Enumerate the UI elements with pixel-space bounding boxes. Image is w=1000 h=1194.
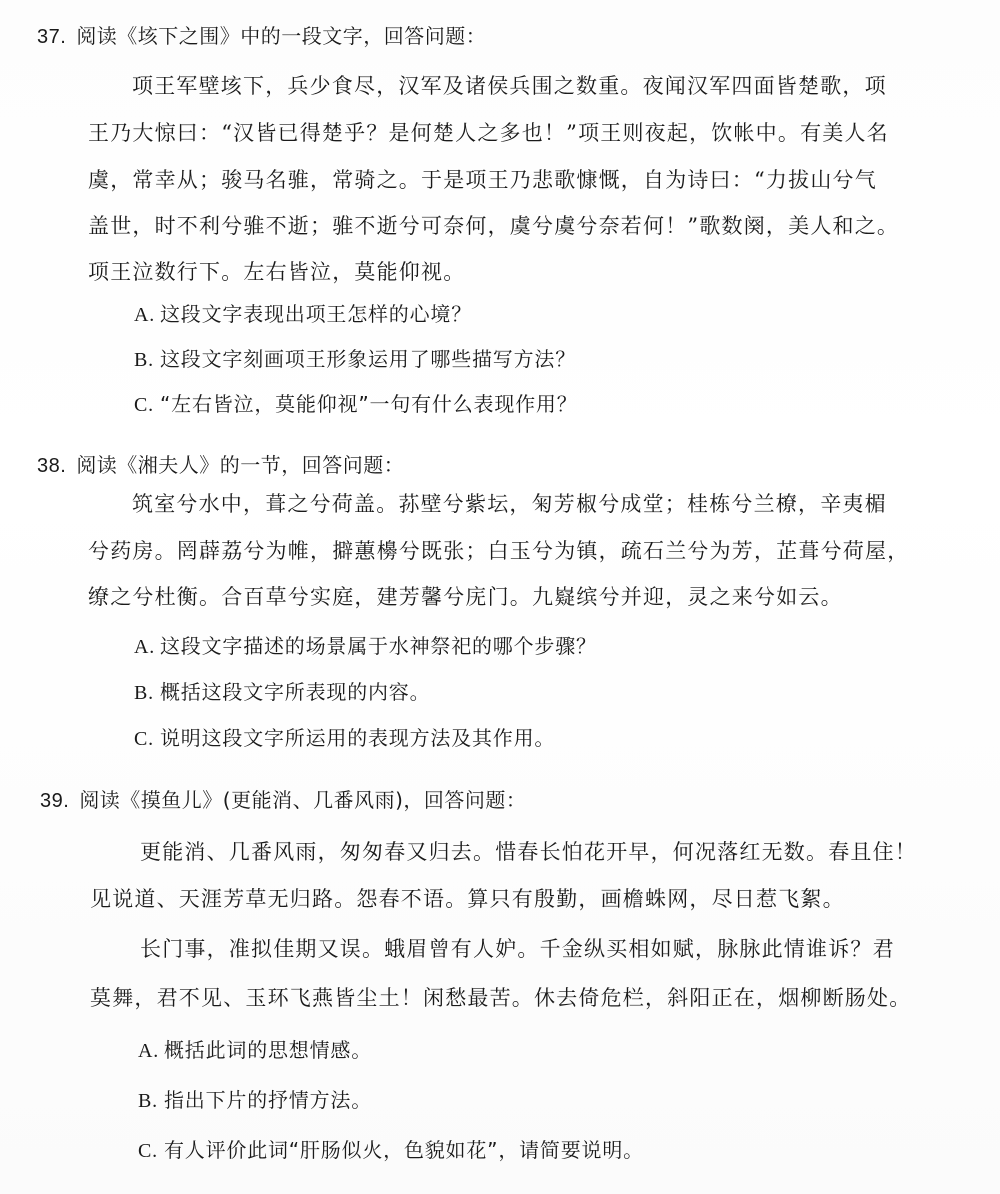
option-text: 这段文字表现出项王怎样的心境？ [160,302,472,326]
option-c [138,1136,644,1165]
option-letter: A. [138,1040,160,1062]
passage-line: 长门事，准拟佳期又误。蛾眉曾有人妒。千金纵买相如赋，脉脉此情谁诉？君 [140,937,895,961]
option-letter: C. [138,1140,158,1162]
passage-line: 虞，常幸从；骏马名骓，常骑之。于是项王乃悲歌慷慨，自为诗曰：“力拔山兮气 [88,168,877,192]
passage-line: 项王泣数行下。左右皆泣，莫能仰视。 [88,260,466,284]
question-prompt: 阅读《垓下之围》中的一段文字，回答问题： [76,24,487,48]
option-b [138,1086,372,1115]
passage-line: 盖世，时不利兮骓不逝；骓不逝兮可奈何，虞兮虞兮奈若何！”歌数阕，美人和之。 [88,214,900,238]
passage-line: 兮药房。罔薜荔兮为帷，擗蕙櫋兮既张；白玉兮为镇，疏石兰兮为芳，芷葺兮荷屋， [88,539,910,563]
question-number: 38. [37,455,67,477]
question-37-title [37,22,486,51]
option-c [134,390,578,419]
option-text: “左右皆泣，莫能仰视”一句有什么表现作用？ [160,392,578,416]
question-39-title [40,786,526,815]
question-prompt: 阅读《摸鱼儿》(更能消、几番风雨)，回答问题： [79,788,527,812]
passage-line: 莫舞，君不见、玉环飞燕皆尘土！闲愁最苦。休去倚危栏，斜阳正在，烟柳断肠处。 [90,986,912,1010]
option-b [134,345,576,374]
option-text: 这段文字描述的场景属于水神祭祀的哪个步骤？ [160,634,597,658]
question-prompt: 阅读《湘夫人》的一节，回答问题： [76,453,405,477]
option-letter: A. [134,304,156,326]
option-text: 说明这段文字所运用的表现方法及其作用。 [160,726,556,750]
option-letter: C. [134,394,154,416]
passage-line: 项王军壁垓下，兵少食尽，汉军及诸侯兵围之数重。夜闻汉军四面皆楚歌，项 [132,74,887,98]
option-letter: B. [134,682,154,704]
option-text: 概括此词的思想情感。 [164,1038,372,1062]
question-number: 39. [40,790,70,812]
option-text: 有人评价此词“肝肠似火，色貌如花”，请简要说明。 [164,1138,644,1162]
passage-line: 更能消、几番风雨，匆匆春又归去。惜春长怕花开早，何况落红无数。春且住！ [140,840,917,864]
option-letter: A. [134,636,156,658]
option-a [134,300,472,329]
passage-line: 见说道、天涯芳草无归路。怨春不语。算只有殷勤，画檐蛛网，尽日惹飞絮。 [90,887,845,911]
option-letter: C. [134,728,154,750]
option-letter: B. [138,1090,158,1112]
option-c [134,724,555,753]
question-number: 37. [37,26,67,48]
option-letter: B. [134,349,154,371]
option-text: 这段文字刻画项王形象运用了哪些描写方法？ [160,347,576,371]
option-text: 指出下片的抒情方法。 [164,1088,372,1112]
option-a [138,1036,372,1065]
option-a [134,632,597,661]
option-b [134,678,430,707]
question-38-title [37,451,404,480]
passage-line: 王乃大惊曰：“汉皆已得楚乎？是何楚人之多也！”项王则夜起，饮帐中。有美人名 [88,121,889,145]
option-text: 概括这段文字所表现的内容。 [160,680,431,704]
passage-line: 筑室兮水中，葺之兮荷盖。荪壁兮紫坛，匊芳椒兮成堂；桂栋兮兰橑，辛夷楣 [132,492,887,516]
passage-line: 缭之兮杜衡。合百草兮实庭，建芳馨兮庑门。九嶷缤兮并迎，灵之来兮如云。 [88,585,843,609]
